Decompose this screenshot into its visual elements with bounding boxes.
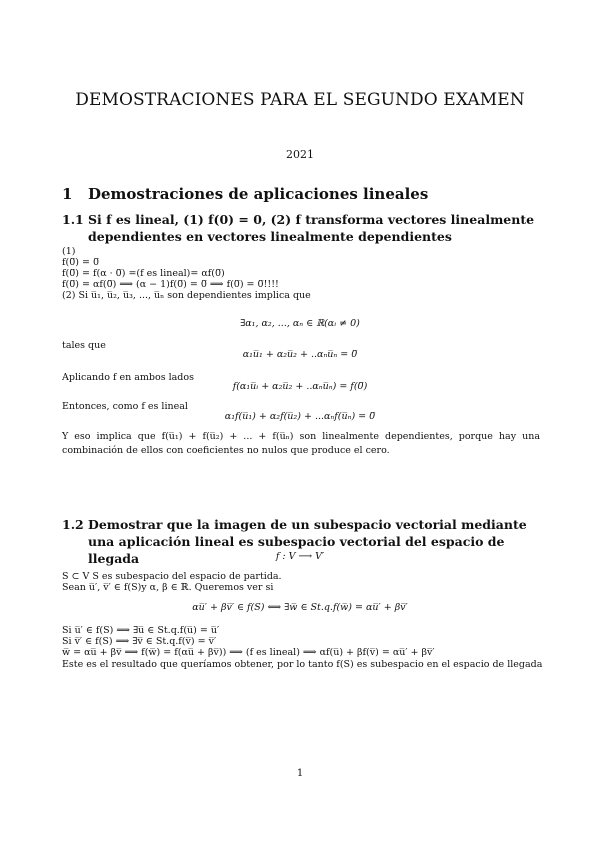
section-heading [62,185,428,203]
proof-text: Sean u̅′, v̅′ ∈ f(S)y α, β ∈ ℝ. Queremos ver si [62,582,274,593]
document-year: 2021 [286,148,314,161]
document-title: DEMOSTRACIONES PARA EL SEGUNDO EXAMEN [75,90,525,110]
proof-line: Si u̅′ ∈ f(S) ⟹ ∃u̅ ∈ St.q.f(u̅) = u̅′ [62,625,220,636]
equation: f : V ⟶ V′ [275,551,325,562]
subsection-title: Si f es lineal, (1) f(0) = 0, (2) f transforma vectores linealmente dependientes en vectores linealmente dependientes [88,212,535,244]
proof-text: Aplicando f en ambos lados [62,372,194,383]
proof-text: tales que [62,340,106,351]
section-number: 1 [62,185,73,203]
subsection-number: 1.1 [62,212,84,227]
equation: αu̅′ + βv̅′ ∈ f(S) ⟺ ∃w̅ ∈ St.q.f(w̅) = αu̅′ + βv̅′ [192,602,408,613]
equation: ∃α₁, α₂, ..., αₙ ∈ ℝ(αᵢ ≠ 0) [240,318,360,329]
page-number: 1 [296,768,304,779]
proof-line: f(0̅) = 0̅ [62,257,100,268]
proof-line: Este es el resultado que queríamos obtener, por lo tanto f(S) es subespacio en el espacio de llegada [62,659,543,670]
subsection-number: 1.2 [62,517,84,532]
proof-line: Si v̅′ ∈ f(S) ⟹ ∃v̅ ∈ St.q.f(v̅) = v̅′ [62,636,217,647]
subsection-heading-1 [62,211,540,245]
proof-line: f(0̅) = f(α · 0̅) =(f es lineal)= αf(0̅) [62,268,225,279]
section-title: Demostraciones de aplicaciones lineales [88,185,429,203]
subsection-title: Demostrar que la imagen de un subespacio vectorial mediante una aplicación lineal es subespacio vectorial del espacio de llegada [88,517,527,566]
proof-text: S ⊂ V S es subespacio del espacio de partida. [62,571,282,582]
equation: α₁f(u̅₁) + α₂f(u̅₂) + ...αₙf(u̅ₙ) = 0̅ [224,411,376,422]
proof-line: w̅ = αu̅ + βv̅ ⟹ f(w̅) = f(αu̅ + βv̅)) ⟹ (f es lineal) ⟹ αf(u̅) + βf(v̅) = αu̅′ + βv̅′ [62,647,435,658]
proof-line: (1) [62,246,76,257]
proof-conclusion: Y eso implica que f(u̅₁) + f(u̅₂) + ... + f(u̅ₙ) son linealmente dependientes, porque hay una combinación de ellos con coeficientes no nulos que produce el cero. [62,431,540,456]
equation: α₁u̅₁ + α₂u̅₂ + ..αₙu̅ₙ = 0̅ [242,349,358,360]
proof-line: f(0̅) = αf(0̅) ⟹ (α − 1)f(0̅) = 0̅ ⟹ f(0̅) = 0̅!!!! [62,279,279,290]
proof-line: (2) Si u̅₁, u̅₂, u̅₃, ..., u̅ₙ son dependientes implica que [62,290,311,301]
proof-text: Entonces, como f es lineal [62,401,188,412]
equation: f(α₁u̅ᵢ + α₂u̅₂ + ..αₙu̅ₙ) = f(0̅) [232,381,368,392]
